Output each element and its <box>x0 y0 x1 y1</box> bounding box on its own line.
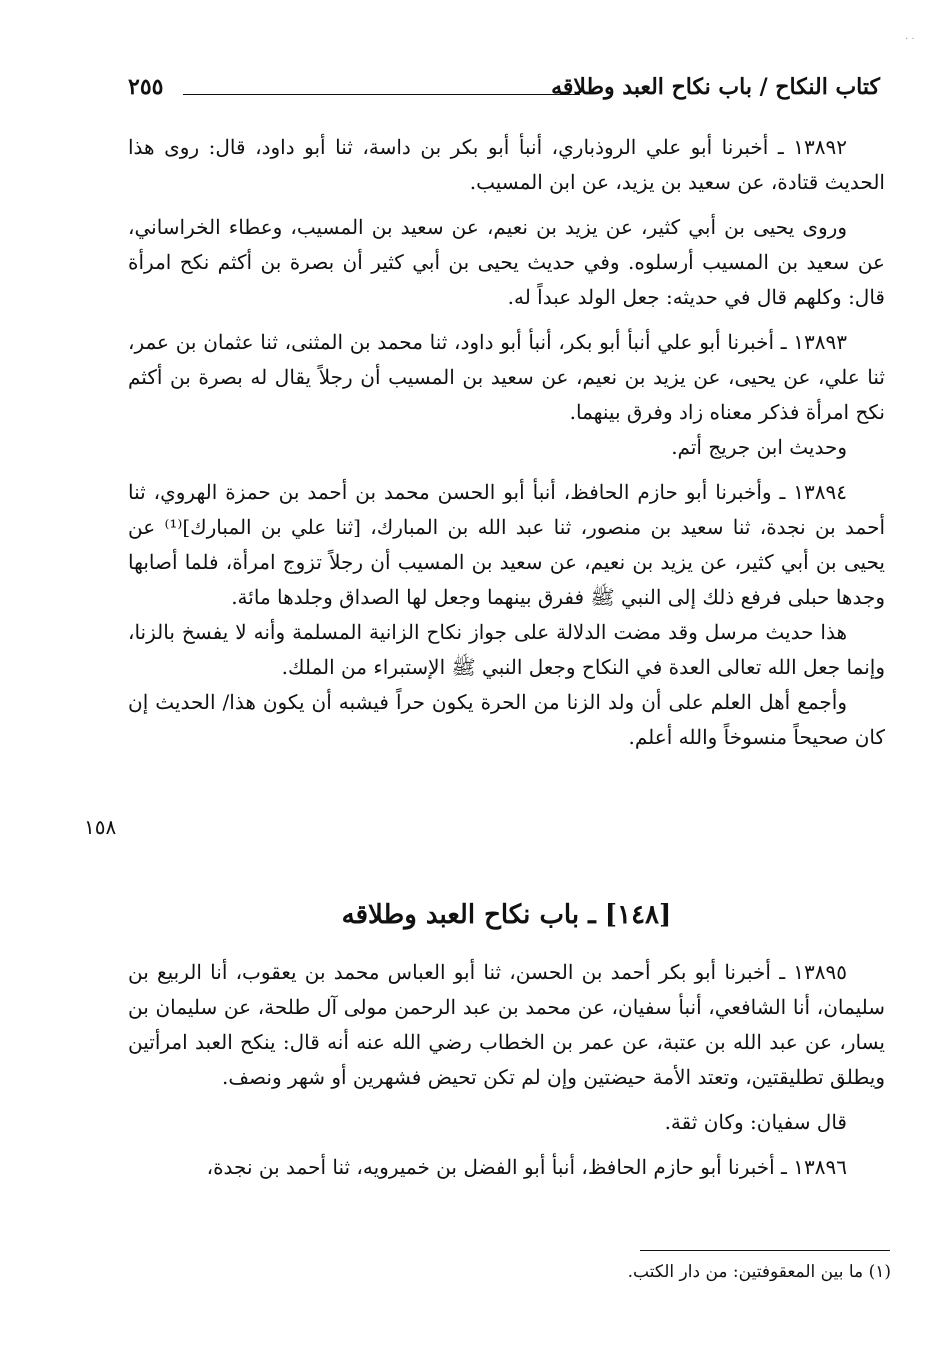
main-text <box>128 130 885 765</box>
page-number: ٢٥٥ <box>128 74 164 100</box>
footnote-rule <box>640 1250 890 1251</box>
scan-corner-mark: · · <box>905 34 915 45</box>
paragraph-13896: ١٣٨٩٦ ـ أخبرنا أبو حازم الحافظ، أنبأ أبو الفضل بن خميرويه، ثنا أحمد بن نجدة، <box>206 1155 847 1179</box>
header-rule <box>183 94 580 95</box>
paragraph-13895: ١٣٨٩٥ ـ أخبرنا أبو بكر أحمد بن الحسن، ثنا أبو العباس محمد بن يعقوب، أنا الربيع بن سليمان، أنا الشافعي، أنبأ سفيان، عن محمد بن عبد الرحمن مولى آل طلحة، عن سليمان بن يسار، عن عبد الله بن عتبة، عن عمر بن الخطاب رضي الله عنه أنه قال: ينكح العبد امرأتين ويطلق تطليقتين، وتعتد الأمة حيضتين وإن لم تكن تحيض فشهرين أو شهر ونصف. <box>128 960 885 1089</box>
paragraph-13892: ١٣٨٩٢ ـ أخبرنا أبو علي الروذباري، أنبأ أبو بكر بن داسة، ثنا أبو داود، قال: روى هذا الحديث قتادة، عن سعيد بن يزيد، عن ابن المسيب. <box>128 135 885 194</box>
paragraph-consensus: وأجمع أهل العلم على أن ولد الزنا من الحرة يكون حراً فيشبه أن يكون هذا/ الحديث إن كان صحيحاً منسوخاً والله أعلم. <box>128 690 885 749</box>
paragraph-13893: ١٣٨٩٣ ـ أخبرنا أبو علي أنبأ أبو بكر، أنبأ أبو داود، ثنا محمد بن المثنى، ثنا عثمان بن عمر، ثنا علي، عن يحيى، عن يزيد بن نعيم، عن سعيد بن المسيب أن رجلاً يقال له بصرة بن أكثم نكح امرأة فذكر معناه زاد وفرق بينهما. <box>128 330 885 424</box>
margin-page-reference: ١٥٨ <box>84 815 117 839</box>
paragraph-commentary: هذا حديث مرسل وقد مضت الدلالة على جواز نكاح الزانية المسلمة وأنه لا يفسخ بالزنا، وإنما جعل الله تعالى العدة في النكاح وجعل النبي ﷺ الإستبراء من الملك. <box>128 620 885 679</box>
paragraph-sufyan: قال سفيان: وكان ثقة. <box>664 1110 847 1134</box>
chapter-heading: [١٤٨] ـ باب نكاح العبد وطلاقه <box>341 900 672 930</box>
running-title: كتاب النكاح / باب نكاح العبد وطلاقه <box>551 74 880 100</box>
paragraph-ibn-jurayj: وحديث ابن جريج أتم. <box>671 435 847 459</box>
chapter-text <box>128 955 885 1195</box>
paragraph-narration: وروى يحيى بن أبي كثير، عن يزيد بن نعيم، عن سعيد بن المسيب، وعطاء الخراساني، عن سعيد بن المسيب أرسلوه. وفي حديث يحيى بن أبي كثير أن بصرة بن أكثم نكح امرأة قال: وكلهم قال في حديثه: جعل الولد عبداً له. <box>128 215 885 309</box>
paragraph-13894: ١٣٨٩٤ ـ وأخبرنا أبو حازم الحافظ، أنبأ أبو الحسن محمد بن أحمد بن حمزة الهروي، ثنا أحمد بن نجدة، ثنا سعيد بن منصور، ثنا عبد الله بن المبارك، [ثنا علي بن المبارك]⁽¹⁾ عن يحيى بن أبي كثير، عن يزيد بن نعيم، عن سعيد بن المسيب أن رجلاً تزوج امرأة، فلما أصابها وجدها حبلى فرفع ذلك إلى النبي ﷺ ففرق بينهما وجعل لها الصداق وجلدها مائة. <box>128 480 885 609</box>
footnote: (١) ما بين المعقوفتين: من دار الكتب. <box>627 1262 891 1282</box>
running-header <box>128 74 880 108</box>
